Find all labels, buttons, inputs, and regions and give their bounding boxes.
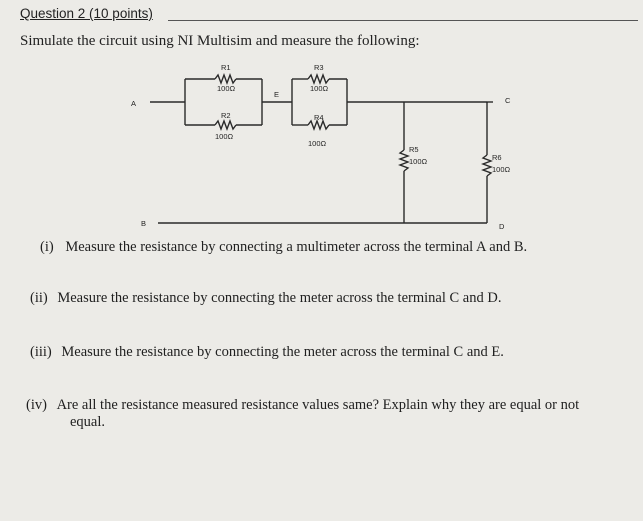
resistor-r3-symbol	[308, 75, 329, 83]
question-4	[26, 397, 579, 414]
question-2-number: (ii)	[30, 290, 48, 306]
question-4-number: (iv)	[26, 397, 47, 413]
r1-value: 100Ω	[217, 84, 236, 93]
question-2	[30, 290, 501, 307]
instruction-text: Simulate the circuit using NI Multisim and measure the following:	[20, 33, 420, 49]
r3-label: R3	[314, 63, 324, 72]
r5-value: 100Ω	[409, 157, 428, 166]
question-1	[40, 239, 527, 256]
r2-value: 100Ω	[215, 132, 234, 141]
question-title: Question 2 (10 points)	[20, 6, 153, 21]
r4-label: R4	[314, 113, 324, 122]
resistor-r2-symbol	[215, 121, 236, 129]
r6-value: 100Ω	[492, 165, 511, 174]
terminal-b-label: B	[141, 219, 147, 228]
question-1-number: (i)	[40, 239, 54, 255]
terminal-e-label: E	[274, 90, 280, 99]
question-1-text: Measure the resistance by connecting a multimeter across the terminal A and B.	[65, 239, 528, 255]
question-4-text-continued: equal.	[70, 414, 106, 430]
question-4-text: Are all the resistance measured resistance values same? Explain why they are equal or not	[56, 397, 580, 413]
question-3-text: Measure the resistance by connecting the meter across the terminal C and E.	[61, 344, 504, 360]
r6-label: R6	[492, 153, 502, 162]
resistor-r1-symbol	[215, 75, 236, 83]
r4-value: 100Ω	[308, 139, 327, 148]
question-3	[30, 344, 504, 361]
resistor-r5-symbol	[400, 150, 408, 171]
r1-label: R1	[221, 63, 231, 72]
resistor-r6-symbol	[483, 155, 491, 176]
terminal-d-label: D	[499, 222, 505, 231]
terminal-c-label: C	[505, 96, 511, 105]
resistor-r4-symbol	[308, 121, 329, 129]
r2-label: R2	[221, 111, 231, 120]
r5-label: R5	[409, 145, 419, 154]
terminal-a-label: A	[131, 99, 137, 108]
question-2-text: Measure the resistance by connecting the meter across the terminal C and D.	[57, 290, 502, 306]
r3-value: 100Ω	[310, 84, 329, 93]
question-3-number: (iii)	[30, 344, 52, 360]
